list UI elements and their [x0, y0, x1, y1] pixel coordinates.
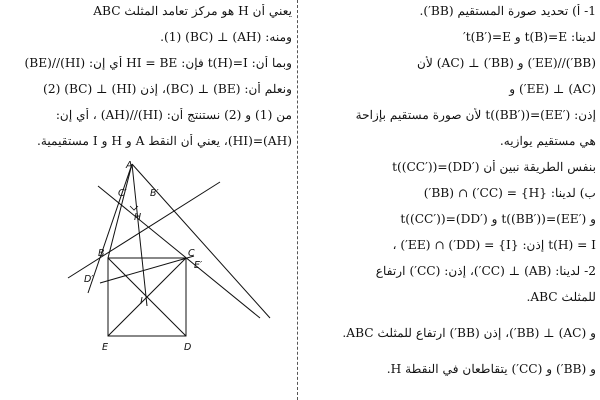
point-label-h: H	[134, 212, 142, 223]
left-line-2: ومنه: (AH) ⊥ (BC) (1).	[160, 30, 292, 44]
right-line-5: إذن: t((BB′))=(EE′) لأن صورة مستقيم بإزاحة	[355, 108, 596, 122]
segment-dp-ep	[100, 256, 194, 283]
left-line-3: وبما أن: t(H)=I فإن: HI = BE أي إن: (HI)//(BE)	[24, 56, 292, 70]
point-label-a: A	[126, 160, 133, 171]
right-line-7: بنفس الطريقة نبين أن t((CC′))=(DD′)	[392, 160, 596, 174]
point-label-e: E	[102, 342, 109, 353]
right-line-4: (AC) ⊥ (EE′) و	[509, 82, 596, 96]
point-label-e-prime: E′	[194, 260, 203, 271]
right-line-9: و t((BB′))=(EE′) و t((CC′))=(DD′)	[400, 212, 596, 226]
right-line-10: t(H) = I إذن: {I} = (DD′) ∩ (EE′) ،	[392, 238, 596, 252]
right-line-14: و (BB′) و (CC′) يتقاطعان في النقطة H.	[386, 362, 596, 376]
right-line-3: (BB′)//(EE′) و (BB′) ⊥ (AC) لأن	[417, 56, 596, 70]
line-ab-extended	[88, 164, 132, 293]
geometry-figure	[60, 158, 280, 358]
geometry-diagram	[60, 158, 280, 358]
left-line-5: من (1) و (2) نستنتج أن: (HI)//(AH) ، أي إن:	[55, 108, 292, 122]
column-divider	[297, 0, 298, 400]
point-label-c: C	[188, 248, 195, 259]
point-label-b: B	[98, 248, 105, 259]
right-line-1: 1- أ) تحديد صورة المستقيم (BB′).	[419, 4, 596, 18]
point-label-i: I	[140, 296, 143, 307]
right-line-6: هي مستقيم يوازيه.	[499, 134, 596, 148]
point-label-c-prime: C′	[118, 188, 127, 199]
left-line-6: (AH)=(HI)، يعني أن النقط A و H و I مستقيمية.	[36, 134, 292, 148]
point-label-d-prime: D′	[84, 274, 94, 285]
line-cc-prime	[98, 186, 260, 318]
right-line-12: للمثلث ABC.	[526, 290, 596, 304]
right-column	[304, 0, 596, 400]
left-line-4: ونعلم أن: (BE) ⊥ (BC)، إذن (HI) ⊥ (BC) (2)	[43, 82, 292, 96]
right-line-2: لدينا: t(B)=E و t(B′)=E′	[462, 30, 596, 44]
left-line-1: يعني أن H هو مركز تعامد المثلث ABC	[93, 4, 292, 18]
right-line-11: 2- لدينا: (AB) ⊥ (CC′)، إذن: (CC′) ارتفاع	[375, 264, 596, 278]
point-label-b-prime: B′	[150, 188, 159, 199]
point-label-d: D	[184, 342, 192, 353]
right-line-8: ب) لدينا: {H} = (CC′) ∩ (BB′)	[423, 186, 596, 200]
right-line-13: و (AC) ⊥ (BB′)، إذن (BB′) ارتفاع للمثلث ABC.	[342, 326, 596, 340]
